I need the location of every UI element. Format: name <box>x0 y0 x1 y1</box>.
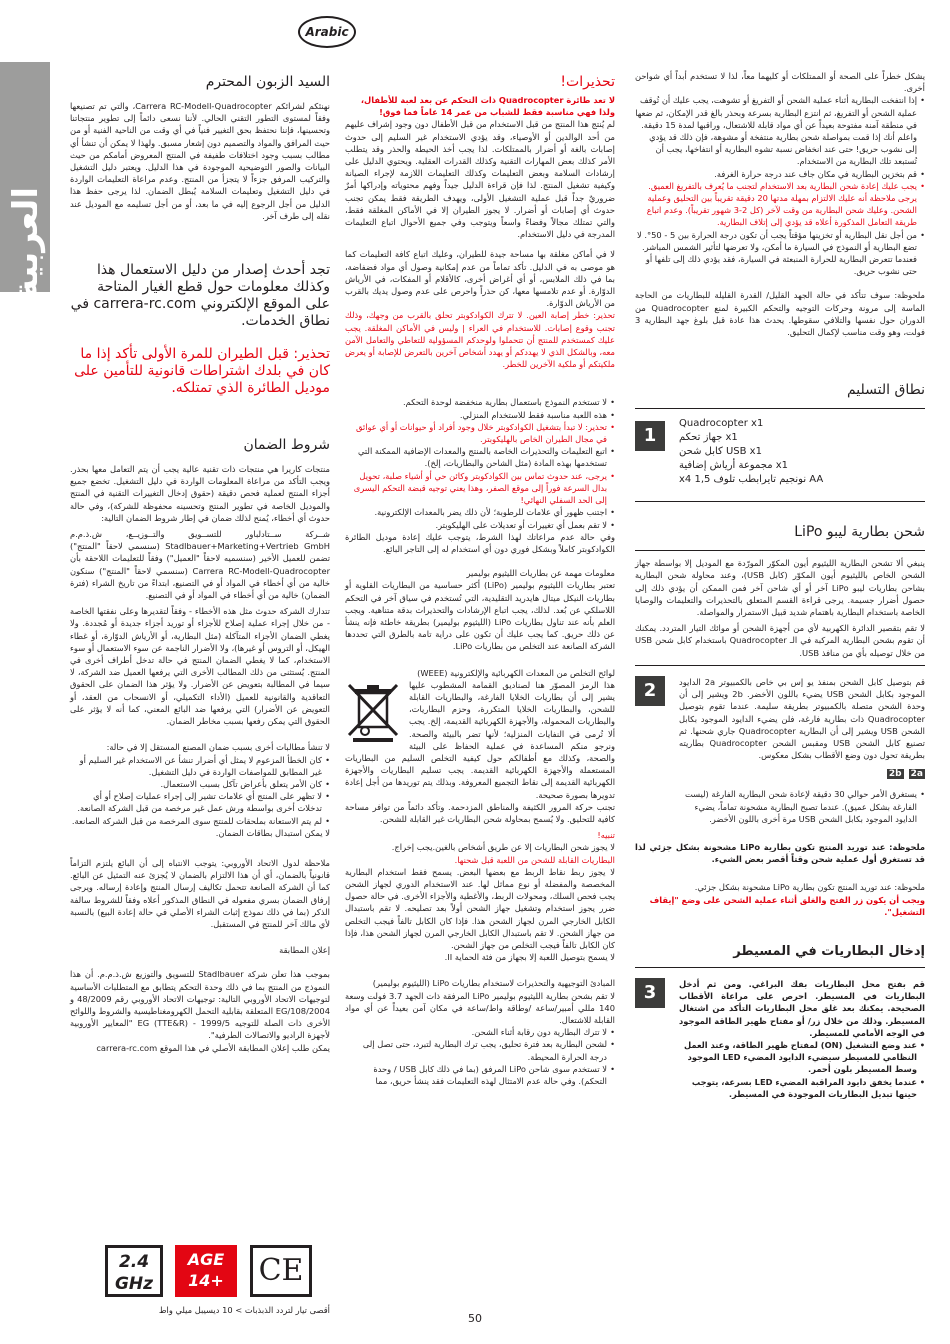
latest-version-note: تجد أحدث إصدار من دليل الاستعمال هذا وكذلك معلومات حول قطع الغيار المتاحة على الموقع الإلكتروني carrera-rc.com في نطاق الخدمات. <box>70 262 330 330</box>
list-item: • يستغرق الأمر حوالي 30 دقيقة لإعادة شحن البطارية الفارغة (ليست الفارغة بشكل عميق). عندما تصبح البطارية مشحونة تماماً، يضيء الدايود الموجود بكابل الشحن USB مرة أخرى باللون الأخضر. <box>679 788 925 825</box>
weee-heading: لوائح التخلص من المعدات الكهربائية والإلكترونية (WEEE) <box>417 667 615 678</box>
list-item: • لا تقم بعمل أي تغييرات أو تعديلات على الهليكوبتر. <box>345 519 615 531</box>
continued-paragraph: يشكل خطراً على الصحة أو الممتلكات أو كليهما معاً، لذا لا تستخدم أبداً أي شواحن أخرى. <box>635 71 925 94</box>
charge-paragraph: ينبغي ألا تشحن البطارية الليثيوم أيون المكوّر المورّدة مع الموديل إلا بواسطة جهاز الشحن الخاص بالليثيوم أيون المكوّر (كابل USB)، وعند محاولة شحن البطارية بشاحن بطاريات ليبو LiPo آخر أو أي شاحن آخر فمن الممكن أن يؤدي ذلك إلى حصول أضرار جسيمة. يرجى قراءة القسم المتعلق بالتحذيرات والتعليمات والوصايا الخاصة باستخدام البطارية باهتمام شديد قبيل الاستمرار والمواصلة. <box>635 558 925 618</box>
battery-step-paragraph: قم بفتح محل البطاريات بفك البراغي. ومن ثم أدخل البطاريات في المسيطر. احرص على مراعاة الأقطاب الصحيحة. يمكنك بعد غلق محل البطاريات التأكد من اشتغال المسيطر. وذلك من خلال زر/ أو مفتاح ظهير الطاقة الموجود في الوجه الأمامي للمسيطر. <box>679 978 925 1038</box>
charge-step <box>635 676 925 825</box>
step-content <box>679 676 925 825</box>
list-item: • لشحن البطارية بعد فترة تحليق، يجب ترك البطارية لتبرد، حتى تصل إلى درجة الحرارة المحيطة. <box>345 1038 615 1062</box>
greeting-heading: السيد الزبون المحترم <box>205 74 330 90</box>
list-item: • يرجى، عند حدوث تماس بين الكوادكوبتر وكائن حي أو أشياء صلبة، تحويل بدال السرعة فوراً إلى موقع الصفر، وهذا يعني توجيه قبضة التحكم اليسرى إلى الحد السفلي النهائي! <box>345 470 615 507</box>
battery-step <box>635 978 925 1100</box>
step-2b-badge: 2b <box>888 769 902 780</box>
page-number: 50 <box>468 1312 482 1325</box>
list-item: كابل شحن USB x1 <box>679 446 762 458</box>
list-item: جهاز تحكم x1 <box>679 432 738 444</box>
step-content <box>679 978 925 1100</box>
conformity-paragraph: بموجب هذا تعلن شركة Stadlbauer للتسويق والتوزيع ش.ذ.م.م. أن هذا النموذج من المنتج بما في ذلك وحدة التحكم يتطابق مع المتطلبات الأساسية لتوجيهات الاتحاد الأوروبي التالية: توجيهات الاتحاد الأوروبي رقم 48/2009 و EG/108/2004 المتعلقة بقابلية التحمل الكهرومغناطيسية والشروط واللوائح الأخرى ذات الصلة للتوجيه 1999/5 - EG (TTE&R) "المعايير الأوروبية لأجهزة الراديو والاتصالات الطرفية". <box>70 969 331 1041</box>
modification-note: وفي حالة عدم مراعاتك لهذا الشرط، يتوجب عليك إعادة موديل الطائرة الكوادكوبتر كاملاً وبشكل فوري دون أي استخدام له إلى التاجر البائع. <box>345 531 615 554</box>
partial-charge-note: ملحوظة: عند توريد المنتج تكون بطارية LiPo مشحونة بشكل جزئي لذا قد تستغرق أول عملية شحن وقتاً أقصر بعض الشيء. <box>635 841 925 865</box>
battery-insert-heading: إدخال البطاريات في المسيطر <box>733 943 925 959</box>
scope-step <box>635 415 925 495</box>
list-item: • عند وضع التشغيل (ON) لمفتاح ظهير الطاقة، وعند العمل النظامي للمسيطر سيضيء الدايود المضيء LED الموجود وسط المسيطر بلون أحمر. <box>679 1039 925 1076</box>
frequency-logo-unit: GHz <box>114 1274 154 1294</box>
warranty-conditions-list <box>70 754 330 827</box>
list-item: x4 1,5 نونجيم تايرابطب تلوف AA <box>679 474 824 486</box>
list-item: • اجتنب ظهور أي علامات للرطوبة؛ لأن ذلك يضر بالمعدات الإلكترونية. <box>345 506 615 518</box>
list-item: • لا تستخدم سوى شاحن LiPo المرفق (بما في ذلك كابل USB / وحدة التحكم). وفي حالة عدم الامتثال لهذه التعليمات فقد ينشأ حريق، مما <box>345 1063 615 1087</box>
column-middle <box>345 60 615 1087</box>
list-item: Quadrocopter x1 <box>679 418 764 430</box>
scope-items-list <box>679 415 925 487</box>
divider <box>635 408 925 409</box>
crossed-bin-icon <box>345 681 401 743</box>
list-item: • يجب عليك إعادة شحن البطارية بعد الاستخدام لتجنب ما يُعرف بالتفريغ العميق. يرجى ملاحظة أنه عليك الالتزام بمهلة مدتها 20 دقيقة تقريباً بين التحليق وعملية الشحن. وعليك شحن البطارية من وقت لآخر (كل 2-3 شهور تقريباً). وعدم اتباع طريقة التعامل المذكورة أعلاه قد يؤدي إلى إتلاف البطارية. <box>635 180 925 229</box>
step-2a-badge: 2a <box>910 769 923 780</box>
list-item: • كان الخطأ المزعوم لا يمثل أي أضرار تنشأ عن الاستخدام غير السليم أو غير المطابق للمواصفات الواردة في دليل التشغيل. <box>70 754 330 778</box>
weee-paragraph: هذا الرمز المصوّر هنا لصناديق القمامة المشطوب عليها يشير إلى أن بطاريات الخلايا الفارغة، والبطاريات القابلة للشحن، والبطاريات الخلايا المتكررة، وحزم البطاريات، والبطاريات المحمولة، والأجهزة الكهربائية القديمة، إلخ. يجب ألا تُرمى في النفايات المنزلية؛ لأنها تضر بالبيئة والصحة. ونرجو منكم المساعدة في عملية الحفاظ على البيئة والصحة، وكذلك مع أطفالكم حول كيفية التخلص السليم من البطاريات المستعملة والأجهزة الكهربائية القديمة. يجب تسليم البطاريات والأجهزة الكهربائية القديمة إلى نقاط التجميع المعروفة. وبذلك يتم توريدها من أجل إعادة تدويرها بصورة صحيحة. <box>345 679 615 800</box>
partial-charge-note-2: ملحوظة: عند توريد المنتج تكون بطارية LiPo مشحونة بشكل جزئي. <box>694 882 925 893</box>
warranty-paragraph-5: لا يمكن استبدال بطاقات الضمان. <box>215 827 330 838</box>
low-voltage-note: ملحوظة: سوف تتأكد في حالة الجهد القليل/ القدرة القليلة للبطاريات من الحاجة الماسة إلى مرونة وحركات التوجيه والتحكم الكبيرة لمنع Quadrocopter من الدوران حول نفسها والتلافي سقوطها. يحدث هذا عادة قبل بلوغ جهد البطارية 3 فولت، وهو وقت مناسب لإكمال التحليق. <box>635 290 925 338</box>
age-logo <box>175 1245 237 1297</box>
charge-heading: شحن بطارية ليبو LiPo <box>794 524 925 541</box>
lipo-rules-list <box>345 1026 615 1087</box>
list-item: • لا تترك البطارية دون رقابة أثناء الشحن. <box>345 1026 615 1038</box>
language-side-tab <box>0 62 50 300</box>
divider <box>635 967 925 968</box>
warranty-heading: شروط الضمان <box>243 437 330 454</box>
divider <box>635 665 925 666</box>
warranty-paragraph-1: منتجات كاريرا هي منتجات ذات تقنية عالية يجب أن يتم التعامل معها بحذر. ويجب التأكد من مراعاة المعلومات الواردة في دليل التشغيل. تخضع جميع أجزاء المنتج لعملية فحص دقيقة (حقوق إدخال التغييرات التقنية في المنتج والموديل الخاصة في تطوير المنتج وتحسينه محفوظة للشركة)، وفي حالة حدوث أي أخطاء، يُمنح لذلك ضمان في إطار شروط الضمان التالية: <box>70 464 330 523</box>
step-number: 1 <box>635 421 665 451</box>
list-item: • لا تظهر على المنتج أي علامات تشير إلى إجراء عمليات إصلاح أو أي تدخلات أخرى بواسطة ورش عمل غير مرخصة من قبل الشركة الصانعة. <box>70 790 330 814</box>
insurance-warning: تحذير: قبل الطيران للمرة الأولى تأكد إذا ما كان في بلدك اشتراطات قانونية للتأمين على موديل الطائرة الذي تمتلكه. <box>74 346 330 397</box>
column-left <box>70 60 330 1054</box>
age-logo-value: 14+ <box>188 1271 224 1290</box>
lipo-rules-paragraph: لا تقم بشحن بطارية الليثيوم بوليمير LiPo المرفقة ذات الجهد 3.7 فولت وسعة 140 مللي أمبير/ساعة /وطاقة واط/ساعة في مكان آمن بعيداً عن أي مواد القابلة للاشتعال. <box>345 990 615 1026</box>
charge-step-paragraph: قم بتوصيل كابل الشحن بمنفذ يو إس بي خاص بالكمبيوتر 2a الدايود الموجود بكابل الشحن USB يضيء باللون الأخضر. 2b ويشير إلى أن وحدة الشحن متصلة بالكمبيوتر بطريقة سليمة. عندما تقوم بتوصيل Quadrocopter ذات بطارية فارغة، فلن يضيء الدايود الموجود بكابل الشحن USB ويشير إلى أن البطارية Quadrocopter جاري شحنها. ثم تصنيع كابل الشحن USB ومقبس الشحن Quadrocopter بطاريته بطريقة تحول دون وضع الأقطاب بشكل معكوس. <box>679 676 926 761</box>
step-number: 3 <box>635 978 665 1008</box>
warnings-heading: تحذيرات! <box>560 74 615 90</box>
divider <box>635 550 925 551</box>
charge-paragraph-2: لا تقم بتقصير الدائرة الكهربية لأي من أجهزة الشحن أو موائك التيار المتردد. يمكنك أن تقوم بشحن البطارية المركبة في الـ Quadrocopter باستخدام كابل شحن USB من خلال توصيله بأي من منافذ USB. <box>635 623 925 658</box>
noise-note: أقصى تيار لتردد الذبذبات > 10 ديسيبل ميلي واط <box>158 1305 330 1315</box>
warnings-paragraph-2: لا في أماكن مغلقة بها مساحة جيدة للطيران، وعليك اتباع كافة التعليمات كما هو موصى به في الدليل. تأكد تماماً من عدم إمكانية وصول أي مواد فضفاضة، بما في ذلك الملابس، أو أي أغراض أخرى، كالأقلام أو المفكات، في الأرياش الدوّارة. أو عدم تلامسها معها، كن حذراً واحرص على عدم وصول يديك بالقرب من الأرياش الدوّارة. <box>345 249 615 309</box>
list-item: • عندما يخفق دايود المراقبة المضيء LED بسرعة، يتوجب حينها تبديل البطاريات الموجودة في المسيطر. <box>679 1076 925 1100</box>
list-item: • كان الأمر يتعلق بأعراض تآكل بسبب الاستعمال. <box>70 778 330 790</box>
warranty-paragraph-2: شــركة ســتادلباور للتســويق والتــوزيــع، ش.ذ.م.م Stadlbauer+Marketing+Vertrieb GmbH (سنسمي لاحقاً "المنتج") تضمن للعميل الأخير (سنسميه لاحقاً "العميل") وفقاً للتعليمات اللاحقة بأن Carrera RC-Modell-Quadrocopter (سنسمي لاحقاً "المنتج") سنكون خالية من أي أخطاء في المواد أو في التصنيع، ابتداءً من تاريخ الشراء (فترة الضمان) خالية من أي أخطاء في المواد أو في التصنيع. <box>70 529 330 601</box>
certification-logos <box>105 1245 315 1297</box>
weee-paragraph-2: تجنب حركة المرور الكثيفة والمناطق المزدحمة. وتأكد دائماً من توافر مساحة كافية للتحليق. ولا يُسمح بمحاولة شحن البطاريات غير القابلة للشحن. <box>345 801 615 824</box>
warranty-paragraph-4: لا تنشأ مطالبات أخرى بسبب ضمان المصنع المستقل إلا في حالة: <box>106 742 330 753</box>
list-item: • هذه اللعبة مناسبة فقط للاستخدام المنزلي. <box>345 409 615 421</box>
battery-step-list <box>679 1039 925 1100</box>
warnings-paragraph-1: لم يُنتج هذا المنتج من قبل الاستخدام من قبل الأطفال دون وجود إشراف عليهم من أحد الوالدين أو الأوصياء، وقد يؤدي الاستخدام غير السليم إلى حدوث إصابات بالغة أو أضرار بالممتلكات. لذا يجب أخذ الحيطة والحذر وقد يتطلب الأمر كذلك بعض المهارات التقنية وكذلك القدرات العقلية. ويحتوي الدليل على إرشادات السلامة وبعض التعليمات وكذلك التعليمات اللازمة لإجراء الصيانة وكيفية تشغيل المنتج. لذا فإن قراءة الدليل جيداً وفهم محتوياته وإدراكها أمرٌ ضروريٌ جداً قبل عملية التشغيل الأولى، ويهدف الطريقة فقط يمكن تجنب حدوث أي إصابات أو أضرار. لا يجوز الطيران إلا في الأماكن المغلقة فقط، والتي تمتلك مجالاً وفضاءً واسعاً ويتوجب وفي جميع الأحوال اتباع التعليمات المدرجة في دليل الاستخدام. <box>345 119 615 240</box>
lipo-info-paragraph: تعتبر بطاريات الليثيوم بوليمير (LiPo) أكثر حساسية من البطاريات القلوية أو بطاريات النيكل ميتال هايدريد التقليدية، التي تُستخدم في سياق آخر في التحكم اللاسلكي عن بُعد. لذلك، يجب اتباع الإرشادات والتحذيرات بدقة متناهية. ويجب العلم بأنه عند تناول بطاريات LiPo (الليثيوم بوليمير) بطريقة خاطئة فإنه ينشأ عن ذلك حريق. كما يجب عليك أن تكون على دراية تامة بالطرق التي تحددها الشركة الصانعة عند التخلص من بطاريات LiPo. <box>345 580 616 652</box>
list-item: مجموعة أرياش إضافية x1 <box>679 460 789 472</box>
list-item: • إذا انتفخت البطارية أثناء عملية الشحن أو التفريغ أو تشوهت، يجب عليك أن تُوقف عملية الشحن أو التفريغ، ثم انتزع البطارية بسرعة وبحذر بالغ قدر الإمكان، ثم ضعها في منطقة آمنة مفتوحة بعيداً عن أي مواد قابلة للاشتعال، وراقبها لمدة 15 دقيقة. واعلم أنك إذا قمت بمواصلة شحن بطارية منتفخة أو مشوهة، فإن ذلك قد يؤدي إلى نشوب حريق! حتى عند انخفاض نسبة تشوه البطارية أو انتفاخها، يجب أن تُستبعد تلك البطارية من الاستخدام. <box>635 94 925 167</box>
list-item: • تحذير: لا تبدأ بتشغيل الكوادكوبتر خلال وجود أفراد أو حيوانات أو أي عوائق في مجال الطيران الخاص بالهليكوبتر. <box>345 421 615 445</box>
conformity-heading: إعلان المطابقة <box>279 945 330 956</box>
ce-mark-logo: CE <box>250 1245 312 1297</box>
column-right <box>635 60 925 1100</box>
eu-note: ملاحظة لدول الاتحاد الأوروبي: يتوجب الانتباه إلى أن البائع يلتزم التزاماً قانونياً بالضمان، أي أن هذا الالتزام بالضمان لا يُجزئ عنه التمثيل عن البائع. كما أن الشركة الصانعة تتحمل تكاليف إرسال المنتج وإعادة إرساله. ويرجى إرفاق الضمان بسري مفعوله في النطاق المذكور أعلاه وفقاً للشروط سالفة الذكر (بما في ذلك نموذج إثبات الشراء الأصلي في حالة إعادة البيع) بالنسبة لأي مالك آخر للمنتج في المستقبل. <box>70 857 330 929</box>
scope-heading: نطاق التسليم <box>846 382 925 399</box>
battery-safety-list <box>635 94 925 277</box>
eye-injury-warning: تحذير: خطر إصابة العين. لا تترك الكوادكوبتر تحلق بالقرب من وجهك، وذلك تجنب وقوع إصابات. للاستخدام في العراء | وليس في الأماكن المغلقة. يجب عليك كمستخدم للمنتج أن تتحملوا ولوحدكم المسؤولية للتعاطي والتعامل الآمن معه، وبالشكل الذي لا يهددكم أو يهدد أشخاص آخرين بالتعرض للإصابة أو يعرض ملكيتكم أو ملكية الآخرين للخطر. <box>345 310 615 370</box>
list-item: • لم يتم الاستعانة بملحقات للمنتج سوى المرخصة من قبل الشركة الصانعة. <box>70 815 330 827</box>
lipo-info-heading: معلومات مهمة عن بطاريات الليثيوم بوليمير <box>466 568 615 579</box>
divider <box>635 501 925 502</box>
warranty-paragraph-3: تتدارك الشركة حدوث مثل هذه الأخطاء - وفقاً لتقديرها وعلى نفقتها الخاصة - من خلال إجراء عملية إصلاح للأجزاء أو توريد أجزاء جديدة أو مُجددة. ولا يغطي الضمان الأجزاء المتآكلة (مثل البطارية، أو الأرياش الدوّارة، أو غطاء الهيكل، أو التروس أو غيرها)، ولا الأضرار الناجمة عن سوء الاستعمال أو سوء الاستخدام، كما لا يغطي الضمان المنتج في حالة تدخل أطراف أخرى في المنتج. يُستثنى من ذلك المطالب الأخرى التي يرفعها العميل ضد الشركة، لا سيما في المطالبة بتعويض عن الأضرار. ولا يؤثر هذا الضمان على الحقوق التعاقدية والقانونية للعميل (الأداء التكميلي، أو الانسحاب من العقد، أو التعويض عن الأضرار) التي يرفعها ضد البائع المعني، كما أنه لا يؤثر على الحقوق التي يمكن رفعها بسبب مخاطر الضمان. <box>70 606 330 727</box>
list-item: • اتبع التعليمات والتحذيرات الخاصة بالمنتج والمعدات الإضافية الممكنة التي تستخدمها بهذه المادة (مثل الشاحن والبطاريات، إلخ). <box>345 445 615 469</box>
charge-time-list <box>679 788 925 825</box>
list-item: • لا تستخدم النموذج باستعمال بطارية منخفضة لوحدة التحكم. <box>345 396 615 408</box>
lipo-rules-heading: المبادئ التوجيهية والتحذيرات لاستخدام بطاريات LiPo (الليثيوم بوليمير) <box>372 978 615 989</box>
step-number: 2 <box>635 676 665 706</box>
power-off-warning: ويجب أن يكون زر الفتح والغلق أثناء عملية الشحن على وضع "إيقاف التشغيل". <box>649 894 925 917</box>
intro-paragraph: نهنئكم لشرائكم Carrera RC-Modell-Quadrocopter، والتي تم تصنيعها وفقاً لمستوى التطور التقني الحالي. لأننا نسعى دائماً إلى تطوير منتجاتنا وتحسينها، فإننا نحتفظ بحق التغيير فنياً في أي وقت من الناحية الفنية أو من حيث المرافق والمواد والتصميم دون إشعار مسبق. ولهذا لا يمكن أن تنشأ أي مطالب بسبب وجود اختلافات طفيفة في المنتج المعروض أمامكم من حيث البيانات والصور التوضيحية الموجودة في هذا الدليل. ويعتبر دليل التشغيل والتركيب المرفق جزءاً لا يتجزأ من المنتج. وعدم مراعاة التعليمات الواردة في دليل التشغيل وتعليمات السلامة يُبطل الضمان. لذا يرجى حفظ هذا الدليل من أجل الرجوع إليه في ما بعد، أو من أجل تسليمه مع الموديل عند نقله إلى طرف آخر. <box>70 101 330 221</box>
caution-paragraph-2: لا يجوز ربط نقاط الربط مع بعضها البعض. يسمح فقط استخدام البطارية المخصصة والمفضلة أو نوع مماثل لها. عند الاستخدام الدوري لجهاز الشحن يجب فحص السلك، ومحولات الربط، والأغطية والأجزاء الأخرى. في حالة حصول ضرر يجوز استخدام وتشغيل جهاز الشحن أولاً بعد تصليحه. لا تقم باستبدال الكابل الخارجي المرن لجهاز الشحن هذا. فإذا كان الكابل تالفاً فيجب التخلص من جهاز الشحن. لا تقم باستبدال الكابل الخارجي المرن لجهاز الشحن هذا، فإذا كان الكابل تالفاً فيجب التخلص من جهاز الشحن. <box>345 866 615 950</box>
language-badge: Arabic <box>298 16 356 48</box>
weee-section <box>345 679 615 801</box>
caution-label: تنبيه! <box>597 830 615 841</box>
protection-class-note: لا يسمح بتوصيل اللعبة إلا بجهاز من فئة الحماية II. <box>444 952 615 963</box>
conformity-link[interactable]: يمكن طلب إعلان المطابقة الأصلي في هذا الموقع carrera-rc.com <box>96 1042 330 1053</box>
frequency-logo-number: 2.4 <box>118 1252 150 1272</box>
side-tab-label: العربية <box>6 186 46 300</box>
caution-remove-batteries: البطاريات القابلة للشحن من اللعبة قبل شحنها. <box>454 854 615 865</box>
caution-paragraph: لا يجوز شحن البطاريات إلا عن طريق أشخاص بالغين.يجب إخراج. <box>391 842 615 853</box>
safety-list <box>345 396 615 530</box>
list-item: • قم بتخزين البطارية في مكان جاف عند درجة حرارة الغرفة. <box>635 168 925 180</box>
frequency-logo <box>105 1245 163 1297</box>
list-item: • من أجل نقل البطارية أو تخزينها مؤقتاً يجب أن تكون درجة الحرارة بين 5 - 50°. لا تضع البطارية أو النموذج في السيارة ما أمكن، ولا تعرضها لتأثير الشمس المباشر. فعندما تتعرض البطارية للحرارة المنبعثة في السيارة، فقد يؤدي ذلك إلى تلفها أو حتى نشوب حريق. <box>635 229 925 278</box>
age-logo-label: AGE <box>187 1250 225 1269</box>
age-warning: لا تعد طائرة Quadrocopter ذات التحكم عن بعد لعبة للأطفال، ولذا فهي مناسبة فقط للشباب من عمر 14 عاماً فما فوق! <box>360 95 615 118</box>
